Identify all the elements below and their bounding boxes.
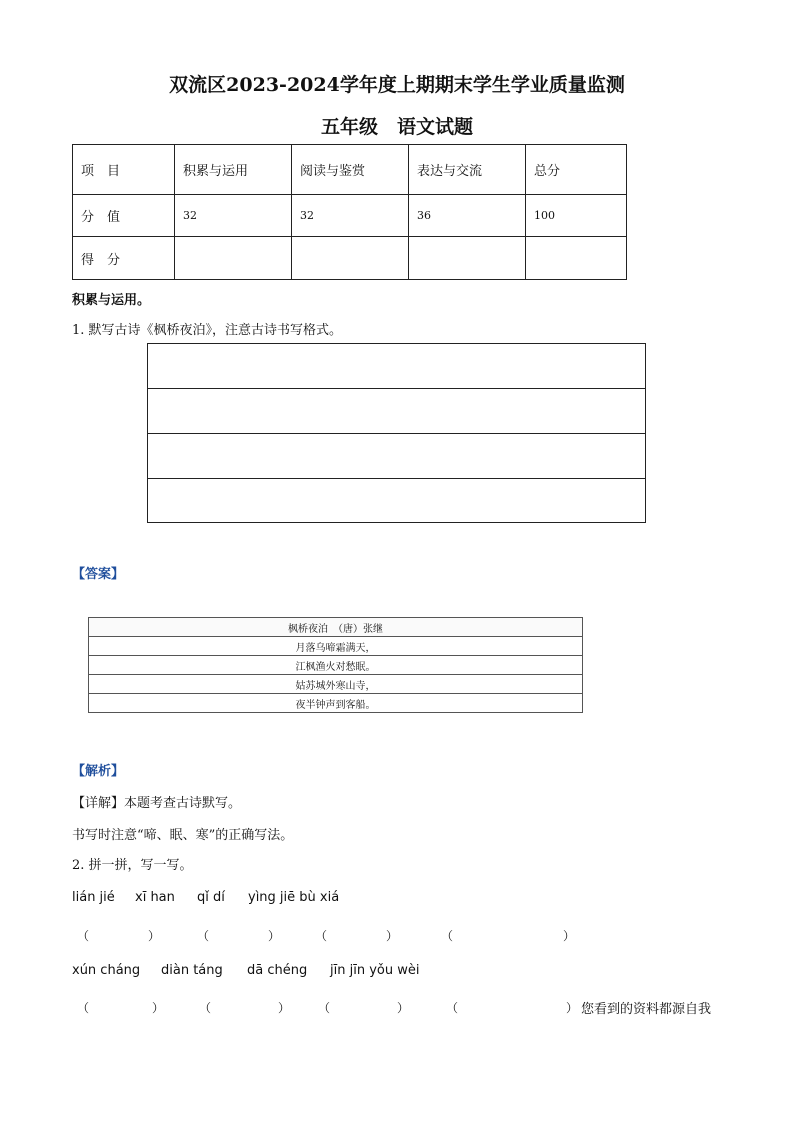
blank-open: （ bbox=[318, 1001, 331, 1015]
row-label-value: 分 值 bbox=[73, 195, 175, 237]
score-cell-reading[interactable] bbox=[292, 237, 409, 280]
blank-close: ） bbox=[397, 1001, 410, 1015]
blank-close: ） bbox=[563, 929, 576, 943]
trailing-text: 您看到的资料都源自我 bbox=[581, 1002, 712, 1017]
pinyin-item: dā chéng bbox=[247, 963, 308, 978]
pinyin-item: xún cháng bbox=[72, 963, 141, 978]
pinyin-item: lián jié bbox=[72, 890, 115, 905]
analysis-note: 书写时注意“啼、眠、寒”的正确写法。 bbox=[72, 828, 294, 843]
blank-open: （ bbox=[197, 929, 210, 943]
poem-line: 姑苏城外寒山寺， bbox=[89, 675, 583, 694]
grid-line bbox=[148, 388, 645, 389]
blank-close: ） bbox=[278, 1001, 291, 1015]
blank-close: ） bbox=[148, 929, 161, 943]
section-heading: 积累与运用。 bbox=[72, 293, 151, 308]
table-row bbox=[89, 656, 583, 675]
pinyin-item: jīn jīn yǒu wèi bbox=[330, 963, 420, 978]
blank-close: ） bbox=[566, 1001, 579, 1015]
blank-open: （ bbox=[446, 1001, 459, 1015]
blank-open: （ bbox=[77, 929, 90, 943]
col-header-total: 总分 bbox=[526, 145, 627, 195]
score-cell-expression[interactable] bbox=[409, 237, 526, 280]
grid-line bbox=[148, 478, 645, 479]
table-row bbox=[89, 675, 583, 694]
pinyin-item: diàn táng bbox=[161, 963, 223, 978]
value-expression: 36 bbox=[409, 195, 526, 237]
grid-line bbox=[148, 433, 645, 434]
page-title: 双流区2023-2024学年度上期期末学生学业质量监测 bbox=[169, 74, 625, 96]
pinyin-item: yìng jiē bù xiá bbox=[248, 890, 340, 905]
pinyin-item: qǐ dí bbox=[197, 890, 225, 905]
score-cell-total[interactable] bbox=[526, 237, 627, 280]
value-accumulation: 32 bbox=[175, 195, 292, 237]
blank-close: ） bbox=[386, 929, 399, 943]
question-2: 2. 拼一拼，写一写。 bbox=[72, 858, 193, 873]
col-header-reading: 阅读与鉴赏 bbox=[292, 145, 409, 195]
writing-grid[interactable] bbox=[147, 343, 646, 523]
pinyin-item: xī han bbox=[135, 890, 175, 905]
table-row bbox=[89, 637, 583, 656]
value-total: 100 bbox=[526, 195, 627, 237]
analysis-detail: 【详解】本题考查古诗默写。 bbox=[72, 796, 242, 811]
blank-open: （ bbox=[315, 929, 328, 943]
page-subtitle: 五年级 语文试题 bbox=[320, 116, 473, 138]
blank-close: ） bbox=[268, 929, 281, 943]
table-row bbox=[89, 618, 583, 637]
table-row bbox=[73, 195, 627, 237]
blank-open: （ bbox=[77, 1001, 90, 1015]
blank-open: （ bbox=[199, 1001, 212, 1015]
poem-line: 江枫渔火对愁眠。 bbox=[89, 656, 583, 675]
score-cell-accumulation[interactable] bbox=[175, 237, 292, 280]
answer-poem-table bbox=[88, 617, 583, 713]
row-label-item: 项 目 bbox=[73, 145, 175, 195]
analysis-label: 【解析】 bbox=[72, 764, 125, 779]
question-1: 1. 默写古诗《枫桥夜泊》，注意古诗书写格式。 bbox=[72, 323, 343, 338]
col-header-expression: 表达与交流 bbox=[409, 145, 526, 195]
row-label-score: 得 分 bbox=[73, 237, 175, 280]
value-reading: 32 bbox=[292, 195, 409, 237]
blank-open: （ bbox=[441, 929, 454, 943]
answer-label: 【答案】 bbox=[72, 567, 125, 582]
poem-line: 夜半钟声到客船。 bbox=[89, 694, 583, 713]
blank-close: ） bbox=[152, 1001, 165, 1015]
col-header-accumulation: 积累与运用 bbox=[175, 145, 292, 195]
table-row bbox=[73, 237, 627, 280]
table-row bbox=[89, 694, 583, 713]
poem-title: 枫桥夜泊 （唐）张继 bbox=[89, 618, 583, 637]
score-table bbox=[72, 144, 627, 280]
poem-line: 月落乌啼霜满天， bbox=[89, 637, 583, 656]
table-row bbox=[73, 145, 627, 195]
